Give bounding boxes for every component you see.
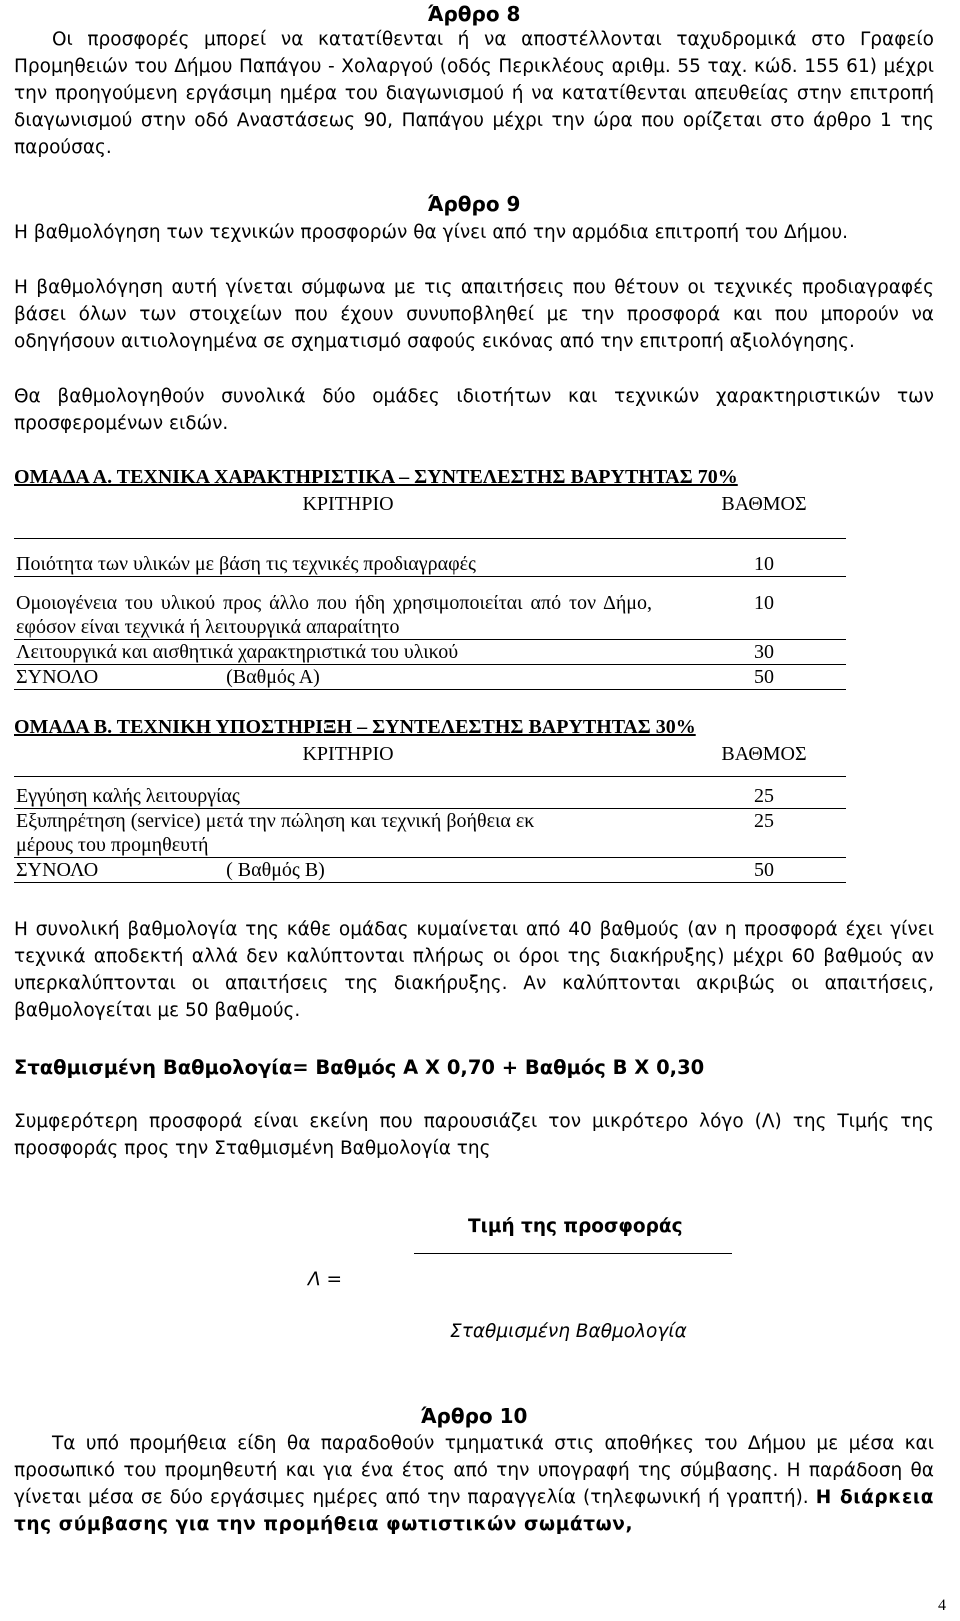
criterion-cell: Εγγύηση καλής λειτουργίας	[14, 784, 682, 809]
fraction-denominator: Σταθμισμένη Βαθμολογία	[450, 1321, 687, 1342]
criterion-header: ΚΡΙΤΗΡΙΟ	[14, 492, 682, 538]
article-9-paragraph-2: Η βαθμολόγηση αυτή γίνεται σύμφωνα με τις απαιτήσεις που θέτουν οι τεχνικές προδιαγραφές βάσει όλων των στοιχείων που έχουν συνυποβληθεί με την προσφορά και που μπορούν να οδηγήσουν αιτιολογημένα σε σχηματισμό σαφούς εικόνας από την επιτροπή αξιολόγησης.	[14, 277, 934, 352]
score-cell: 10	[682, 552, 846, 577]
article-9-paragraph-1: Η βαθμολόγηση των τεχνικών προσφορών θα γίνει από την αρμόδια επιτροπή του Δήμου.	[14, 222, 849, 243]
group-a-table	[14, 492, 846, 690]
score-header: ΒΑΘΜΟΣ	[682, 742, 846, 776]
criterion-cell: Ποιότητα των υλικών με βάση τις τεχνικές προδιαγραφές	[14, 552, 682, 577]
criterion-header: ΚΡΙΤΗΡΙΟ	[14, 742, 682, 776]
total-score-cell: 50	[682, 664, 846, 689]
best-offer-paragraph: Συμφερότερη προσφορά είναι εκείνη που παρουσιάζει τον μικρότερο λόγο (Λ) της Τιμής της προσφοράς προς την Σταθμισμένη Βαθμολογία της	[14, 1111, 934, 1159]
score-header: ΒΑΘΜΟΣ	[682, 492, 846, 538]
total-label: ΣΥΝΟΛΟ	[16, 665, 99, 688]
fraction-bar	[414, 1253, 732, 1254]
article-8-heading: Άρθρο 8	[427, 2, 521, 26]
group-b-table	[14, 742, 846, 883]
group-a-title: ΟΜΑΔΑ Α. ΤΕΧΝΙΚΑ ΧΑΡΑΚΤΗΡΙΣΤΙΚΑ – ΣΥΝΤΕΛΕΣΤΗΣ ΒΑΡΥΤΗΤΑΣ 70%	[14, 466, 738, 488]
total-score-cell: 50	[682, 858, 846, 883]
table-total-row	[14, 858, 846, 883]
fraction-numerator: Τιμή της προσφοράς	[468, 1216, 683, 1237]
criterion-cell: Εξυπηρέτηση (service) μετά την πώληση και τεχνική βοήθεια εκ μέρους του προμηθευτή	[14, 809, 682, 858]
table-row	[14, 639, 846, 664]
criterion-cell: Λειτουργικά και αισθητικά χαρακτηριστικά του υλικού	[14, 639, 682, 664]
total-cell	[14, 664, 682, 689]
group-b-title: ΟΜΑΔΑ Β. ΤΕΧΝΙΚΗ ΥΠΟΣΤΗΡΙΞΗ – ΣΥΝΤΕΛΕΣΤΗΣ ΒΑΡΥΤΗΤΑΣ 30%	[14, 716, 696, 738]
page-number: 4	[938, 1597, 946, 1614]
score-cell: 25	[682, 784, 846, 809]
table-row	[14, 591, 846, 640]
article-10-heading: Άρθρο 10	[420, 1404, 528, 1428]
article-9-paragraph-3: Θα βαθμολογηθούν συνολικά δύο ομάδες ιδιοτήτων και τεχνικών χαρακτηριστικών των προσφερομένων ειδών.	[14, 386, 934, 434]
scoring-paragraph: Η συνολική βαθμολογία της κάθε ομάδας κυμαίνεται από 40 βαθμούς (αν η προσφορά έχει γίνει τεχνικά αποδεκτή αλλά δεν καλύπτονται πλήρως οι όροι της διακήρυξης) μέχρι 60 βαθμούς αν υπερκαλύπτονται οι απαιτήσεις της διακήρυξης. Αν καλύπτονται ακριβώς οι απαιτήσεις, βαθμολογείται με 50 βαθμούς.	[14, 919, 934, 1021]
criterion-cell: Ομοιογένεια του υλικού προς άλλο που ήδη χρησιμοποιείται από τον Δήμο, εφόσον είναι τεχνικά ή λειτουργικά απαραίτητο	[16, 591, 652, 638]
article-9-heading: Άρθρο 9	[427, 192, 521, 216]
table-row	[14, 809, 846, 858]
table-row	[14, 784, 846, 809]
total-note: (Βαθμός Α)	[226, 665, 320, 688]
article-8-text: Οι προσφορές μπορεί να κατατίθενται ή να αποστέλλονται ταχυδρομικά στο Γραφείο Προμηθειών του Δήμου Παπάγου - Χολαργού (οδός Περικλέους αριθμ. 55 ταχ. κώδ. 155 61) μέχρι την προηγούμενη εργάσιμη ημέρα του διαγωνισμού ή να κατατίθενται απευθείας στην επιτροπή διαγωνισμού στην οδό Αναστάσεως 90, Παπάγου μέχρι την ώρα που ορίζεται στο άρθρο 1 της παρούσας.	[14, 29, 934, 158]
table-header-row	[14, 742, 846, 776]
score-cell: 25	[682, 809, 846, 858]
weighted-formula: Σταθμισμένη Βαθμολογία= Βαθμός Α Χ 0,70 + Βαθμός Β Χ 0,30	[14, 1056, 705, 1079]
article-10-body: Τα υπό προμήθεια είδη θα παραδοθούν τμηματικά στις αποθήκες του Δήμου με μέσα και προσωπικό του προμηθευτή και για ένα έτος από την υπογραφή της σύμβασης. Η παράδοση θα γίνεται μέσα σε δύο εργάσιμες ημέρες από την παραγγελία (τηλεφωνική ή γραπτή).	[14, 1433, 934, 1508]
table-row	[14, 552, 846, 577]
total-note: ( Βαθμός Β)	[226, 859, 325, 881]
table-total-row	[14, 664, 846, 689]
article-10-bold-tail: Η διάρκεια της σύμβασης για την προμήθεια φωτιστικών σωμάτων,	[14, 1487, 935, 1535]
score-cell: 10	[754, 591, 774, 614]
fraction-lhs: Λ =	[308, 1269, 343, 1290]
total-label: ΣΥΝΟΛΟ	[16, 859, 99, 881]
table-header-row	[14, 492, 846, 538]
score-cell: 30	[682, 639, 846, 664]
total-cell	[14, 858, 682, 883]
article-10-text	[14, 1430, 934, 1538]
